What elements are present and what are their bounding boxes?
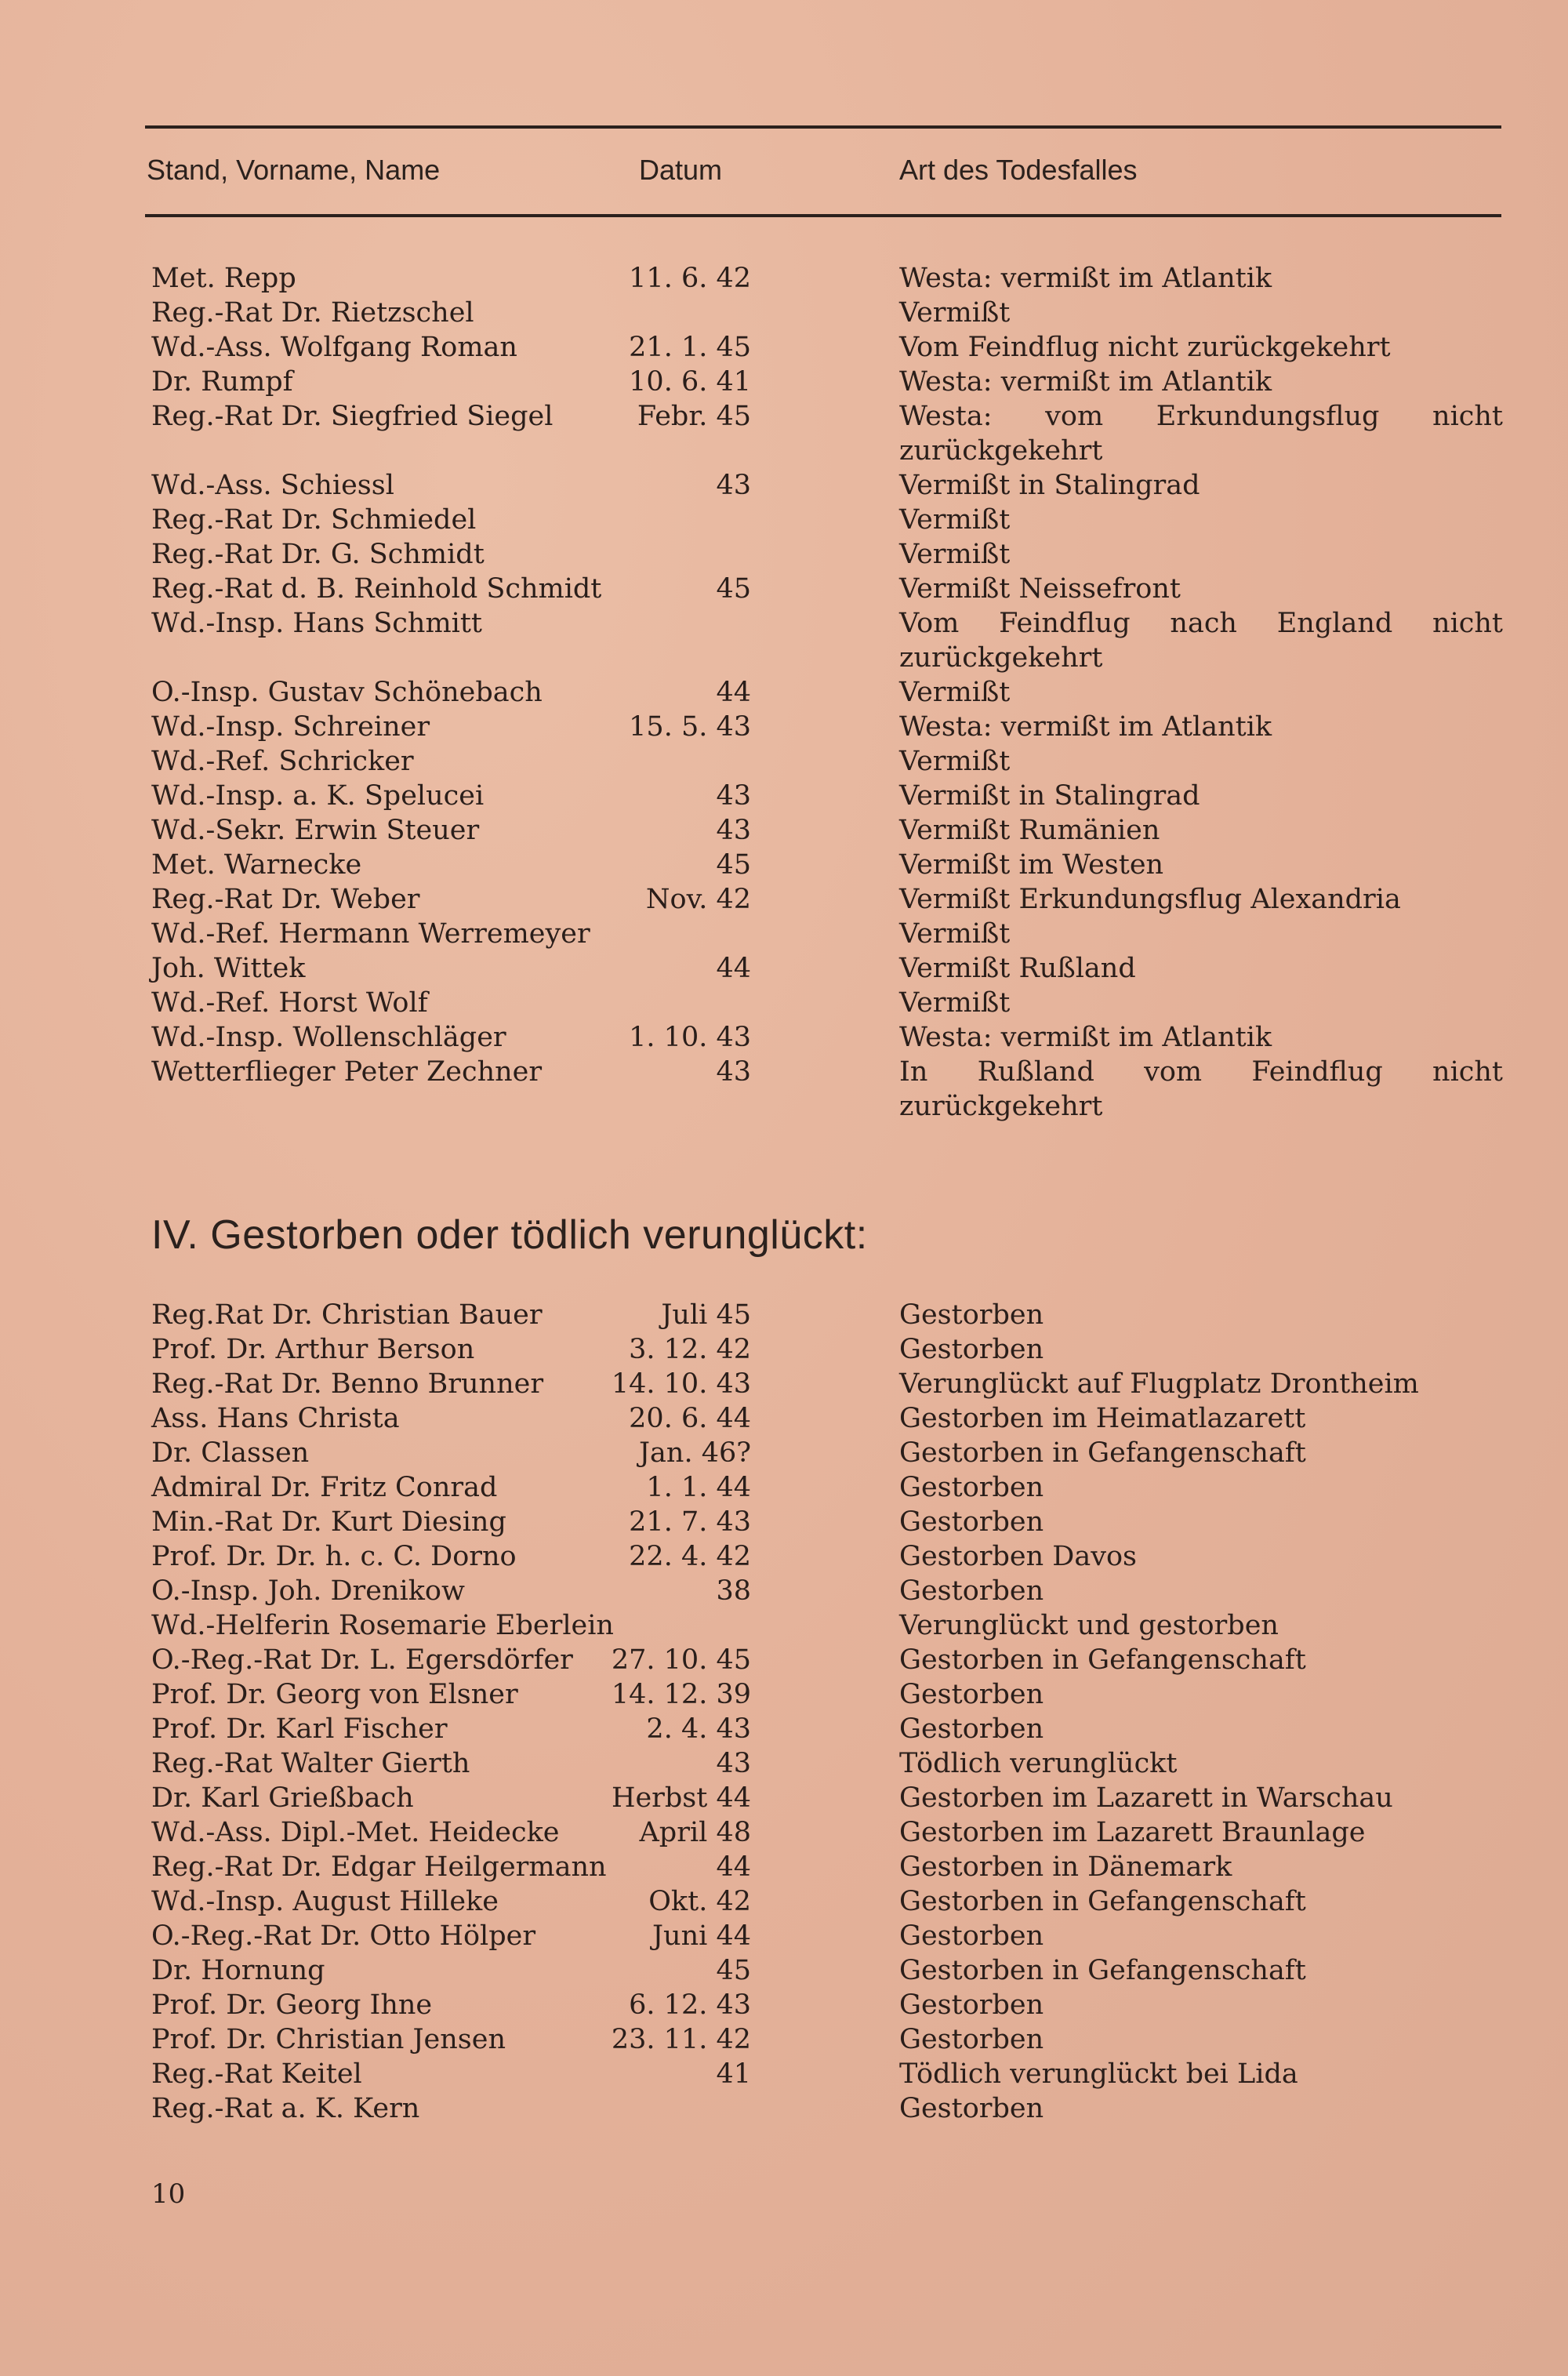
list-item <box>0 2091 1568 2126</box>
person-name: Wd.-Ref. Horst Wolf <box>151 987 428 1019</box>
death-cause: Westa: vermißt im Atlantik <box>899 366 1272 398</box>
death-date: Nov. 42 <box>645 884 751 915</box>
person-name: Ass. Hans Christa <box>151 1403 400 1434</box>
death-date: 14. 12. 39 <box>611 1679 751 1710</box>
death-cause: Gestorben <box>899 1679 1044 1710</box>
death-cause: Tödlich verunglückt bei Lida <box>899 2058 1298 2090</box>
list-item <box>0 813 1568 848</box>
list-item <box>0 1850 1568 1884</box>
death-cause: Vermißt in Stalingrad <box>899 780 1200 812</box>
list-item <box>0 1367 1568 1401</box>
person-name: Reg.-Rat Dr. Siegfried Siegel <box>151 401 554 432</box>
death-cause: Vermißt Neissefront <box>899 573 1181 605</box>
death-cause: Westa: vermißt im Atlantik <box>899 711 1272 743</box>
person-name: Dr. Hornung <box>151 1955 325 1986</box>
death-date: 44 <box>716 677 751 708</box>
death-date: 44 <box>716 953 751 984</box>
death-cause: Vermißt <box>899 918 1011 950</box>
list-item <box>0 1055 1568 1124</box>
death-date: 23. 11. 42 <box>611 2024 751 2055</box>
header-name: Stand, Vorname, Name <box>147 154 441 186</box>
list-item <box>0 503 1568 537</box>
death-date: 43 <box>716 470 751 501</box>
list-item <box>0 1919 1568 1953</box>
person-name: Reg.-Rat Dr. G. Schmidt <box>151 539 485 570</box>
person-name: Wd.-Sekr. Erwin Steuer <box>151 815 480 846</box>
death-cause: Gestorben in Dänemark <box>899 1851 1232 1883</box>
death-date: 43 <box>716 1748 751 1779</box>
death-date: 1. 1. 44 <box>646 1472 751 1503</box>
person-name: Joh. Wittek <box>151 953 306 984</box>
person-name: Reg.-Rat Dr. Schmiedel <box>151 504 477 536</box>
header-cause: Art des Todesfalles <box>899 154 1138 186</box>
death-cause: Vermißt <box>899 746 1011 777</box>
person-name: Wetterflieger Peter Zechner <box>151 1056 543 1088</box>
death-date: Herbst 44 <box>611 1782 751 1814</box>
list-item <box>0 710 1568 744</box>
list-item <box>0 675 1568 710</box>
death-date: 2. 4. 43 <box>646 1713 751 1745</box>
list-item <box>0 951 1568 986</box>
death-date: 41 <box>716 2058 751 2090</box>
death-cause: Vermißt im Westen <box>899 849 1164 881</box>
death-cause: Verunglückt und gestorben <box>899 1610 1279 1641</box>
list-item <box>0 779 1568 813</box>
death-cause: Tödlich verunglückt <box>899 1748 1178 1779</box>
person-name: Reg.-Rat d. B. Reinhold Schmidt <box>151 573 602 605</box>
header-rule <box>145 214 1501 217</box>
list-item <box>0 365 1568 399</box>
death-cause: Vermißt <box>899 539 1011 570</box>
death-date: 45 <box>716 573 751 605</box>
death-date: April 48 <box>639 1817 751 1848</box>
death-date: Febr. 45 <box>637 401 751 432</box>
death-cause: Vom Feindflug nicht zurückgekehrt <box>899 332 1391 363</box>
death-cause: Gestorben <box>899 1506 1044 1538</box>
person-name: Prof. Dr. Georg von Elsner <box>151 1679 518 1710</box>
death-cause: In Rußland vom Feindflug nicht zurückgekehrt <box>899 1056 1503 1122</box>
person-name: Reg.-Rat a. K. Kern <box>151 2093 420 2124</box>
death-cause: Gestorben im Lazarett Braunlage <box>899 1817 1366 1848</box>
person-name: Reg.-Rat Dr. Benno Brunner <box>151 1368 544 1400</box>
person-name: Wd.-Ass. Dipl.-Met. Heidecke <box>151 1817 560 1848</box>
death-cause: Gestorben <box>899 1713 1044 1745</box>
deceased-list <box>0 1298 1568 2126</box>
death-date: 44 <box>716 1851 751 1883</box>
missing-list <box>0 261 1568 1124</box>
person-name: Prof. Dr. Arthur Berson <box>151 1334 475 1365</box>
list-item <box>0 261 1568 296</box>
list-item <box>0 1401 1568 1436</box>
death-cause: Gestorben <box>899 1299 1044 1331</box>
person-name: Reg.-Rat Dr. Edgar Heilgermann <box>151 1851 607 1883</box>
list-item <box>0 1677 1568 1712</box>
person-name: Reg.Rat Dr. Christian Bauer <box>151 1299 543 1331</box>
death-date: 20. 6. 44 <box>629 1403 751 1434</box>
person-name: Admiral Dr. Fritz Conrad <box>151 1472 498 1503</box>
header-date: Datum <box>639 154 723 186</box>
death-cause: Westa: vermißt im Atlantik <box>899 1022 1272 1053</box>
person-name: Wd.-Ass. Schiessl <box>151 470 394 501</box>
person-name: Wd.-Insp. Hans Schmitt <box>151 608 482 639</box>
list-item <box>0 848 1568 882</box>
person-name: Wd.-Helferin Rosemarie Eberlein <box>151 1610 614 1641</box>
person-name: O.-Insp. Joh. Drenikow <box>151 1575 465 1607</box>
death-date: 14. 10. 43 <box>611 1368 751 1400</box>
death-date: 22. 4. 42 <box>629 1541 751 1572</box>
person-name: O.-Insp. Gustav Schönebach <box>151 677 543 708</box>
list-item <box>0 2022 1568 2057</box>
person-name: O.-Reg.-Rat Dr. Otto Hölper <box>151 1920 536 1952</box>
death-date: 1. 10. 43 <box>629 1022 751 1053</box>
person-name: Prof. Dr. Christian Jensen <box>151 2024 506 2055</box>
list-item <box>0 537 1568 572</box>
list-item <box>0 1608 1568 1643</box>
list-item <box>0 1643 1568 1677</box>
person-name: Wd.-Insp. Wollenschläger <box>151 1022 506 1053</box>
list-item <box>0 986 1568 1020</box>
top-rule <box>145 125 1501 129</box>
person-name: Prof. Dr. Dr. h. c. C. Dorno <box>151 1541 517 1572</box>
person-name: O.-Reg.-Rat Dr. L. Egersdörfer <box>151 1644 573 1676</box>
death-cause: Westa: vermißt im Atlantik <box>899 263 1272 294</box>
person-name: Wd.-Insp. Schreiner <box>151 711 430 743</box>
death-date: 43 <box>716 780 751 812</box>
list-item <box>0 1436 1568 1470</box>
list-item <box>0 468 1568 503</box>
list-item <box>0 744 1568 779</box>
person-name: Dr. Karl Grießbach <box>151 1782 414 1814</box>
death-cause: Gestorben in Gefangenschaft <box>899 1955 1306 1986</box>
list-item <box>0 399 1568 468</box>
death-date: 45 <box>716 1955 751 1986</box>
list-item <box>0 1781 1568 1815</box>
death-date: Juli 45 <box>661 1299 751 1331</box>
person-name: Reg.-Rat Dr. Rietzschel <box>151 297 474 329</box>
death-date: 6. 12. 43 <box>629 1989 751 2021</box>
death-cause: Gestorben in Gefangenschaft <box>899 1437 1306 1469</box>
death-date: 21. 7. 43 <box>629 1506 751 1538</box>
death-cause: Gestorben <box>899 1334 1044 1365</box>
person-name: Wd.-Insp. a. K. Spelucei <box>151 780 485 812</box>
death-date: 3. 12. 42 <box>629 1334 751 1365</box>
person-name: Prof. Dr. Georg Ihne <box>151 1989 433 2021</box>
death-date: 21. 1. 45 <box>629 332 751 363</box>
death-cause: Gestorben <box>899 1472 1044 1503</box>
death-cause: Gestorben <box>899 2024 1044 2055</box>
death-date: 10. 6. 41 <box>629 366 751 398</box>
list-item <box>0 1020 1568 1055</box>
death-date: 11. 6. 42 <box>629 263 751 294</box>
death-cause: Gestorben Davos <box>899 1541 1138 1572</box>
death-date: Jan. 46? <box>639 1437 751 1469</box>
death-cause: Westa: vom Erkundungsflug nicht zurückgekehrt <box>899 401 1503 467</box>
person-name: Prof. Dr. Karl Fischer <box>151 1713 448 1745</box>
death-cause: Gestorben <box>899 1575 1044 1607</box>
list-item <box>0 1574 1568 1608</box>
list-item <box>0 1298 1568 1332</box>
death-date: 38 <box>716 1575 751 1607</box>
death-cause: Vermißt Rumänien <box>899 815 1160 846</box>
list-item <box>0 296 1568 330</box>
list-item <box>0 1884 1568 1919</box>
death-cause: Gestorben im Lazarett in Warschau <box>899 1782 1393 1814</box>
death-date: 43 <box>716 1056 751 1088</box>
list-item <box>0 1712 1568 1746</box>
list-item <box>0 1332 1568 1367</box>
list-item <box>0 1539 1568 1574</box>
person-name: Dr. Rumpf <box>151 366 293 398</box>
person-name: Met. Warnecke <box>151 849 362 881</box>
death-cause: Vermißt Rußland <box>899 953 1136 984</box>
person-name: Reg.-Rat Walter Gierth <box>151 1748 470 1779</box>
death-cause: Gestorben in Gefangenschaft <box>899 1886 1306 1917</box>
list-item <box>0 1953 1568 1988</box>
death-date: Okt. 42 <box>648 1886 751 1917</box>
person-name: Wd.-Ass. Wolfgang Roman <box>151 332 517 363</box>
death-date: 43 <box>716 815 751 846</box>
death-date: Juni 44 <box>652 1920 751 1952</box>
death-cause: Gestorben in Gefangenschaft <box>899 1644 1306 1676</box>
death-cause: Vom Feindflug nach England nicht zurückgekehrt <box>899 608 1503 674</box>
death-cause: Vermißt <box>899 297 1011 329</box>
list-item <box>0 572 1568 606</box>
person-name: Min.-Rat Dr. Kurt Diesing <box>151 1506 506 1538</box>
death-date: 27. 10. 45 <box>611 1644 751 1676</box>
person-name: Met. Repp <box>151 263 296 294</box>
death-cause: Vermißt Erkundungsflug Alexandria <box>899 884 1401 915</box>
list-item <box>0 1988 1568 2022</box>
death-cause: Vermißt in Stalingrad <box>899 470 1200 501</box>
death-date: 15. 5. 43 <box>629 711 751 743</box>
person-name: Reg.-Rat Keitel <box>151 2058 362 2090</box>
death-cause: Vermißt <box>899 987 1011 1019</box>
person-name: Reg.-Rat Dr. Weber <box>151 884 420 915</box>
death-cause: Gestorben <box>899 1989 1044 2021</box>
person-name: Dr. Classen <box>151 1437 310 1469</box>
death-date: 45 <box>716 849 751 881</box>
list-item <box>0 1746 1568 1781</box>
death-cause: Verunglückt auf Flugplatz Drontheim <box>899 1368 1419 1400</box>
list-item <box>0 882 1568 917</box>
death-cause: Gestorben <box>899 2093 1044 2124</box>
page-number: 10 <box>151 2178 186 2210</box>
list-item <box>0 1815 1568 1850</box>
list-item <box>0 2057 1568 2091</box>
list-item <box>0 330 1568 365</box>
list-item <box>0 1505 1568 1539</box>
person-name: Wd.-Ref. Hermann Werremeyer <box>151 918 590 950</box>
list-item <box>0 917 1568 951</box>
person-name: Wd.-Insp. August Hilleke <box>151 1886 499 1917</box>
death-cause: Gestorben im Heimatlazarett <box>899 1403 1306 1434</box>
list-item <box>0 606 1568 675</box>
person-name: Wd.-Ref. Schricker <box>151 746 414 777</box>
death-cause: Vermißt <box>899 677 1011 708</box>
list-item <box>0 1470 1568 1505</box>
death-cause: Vermißt <box>899 504 1011 536</box>
death-cause: Gestorben <box>899 1920 1044 1952</box>
section-title: IV. Gestorben oder tödlich verunglückt: <box>151 1212 868 1258</box>
